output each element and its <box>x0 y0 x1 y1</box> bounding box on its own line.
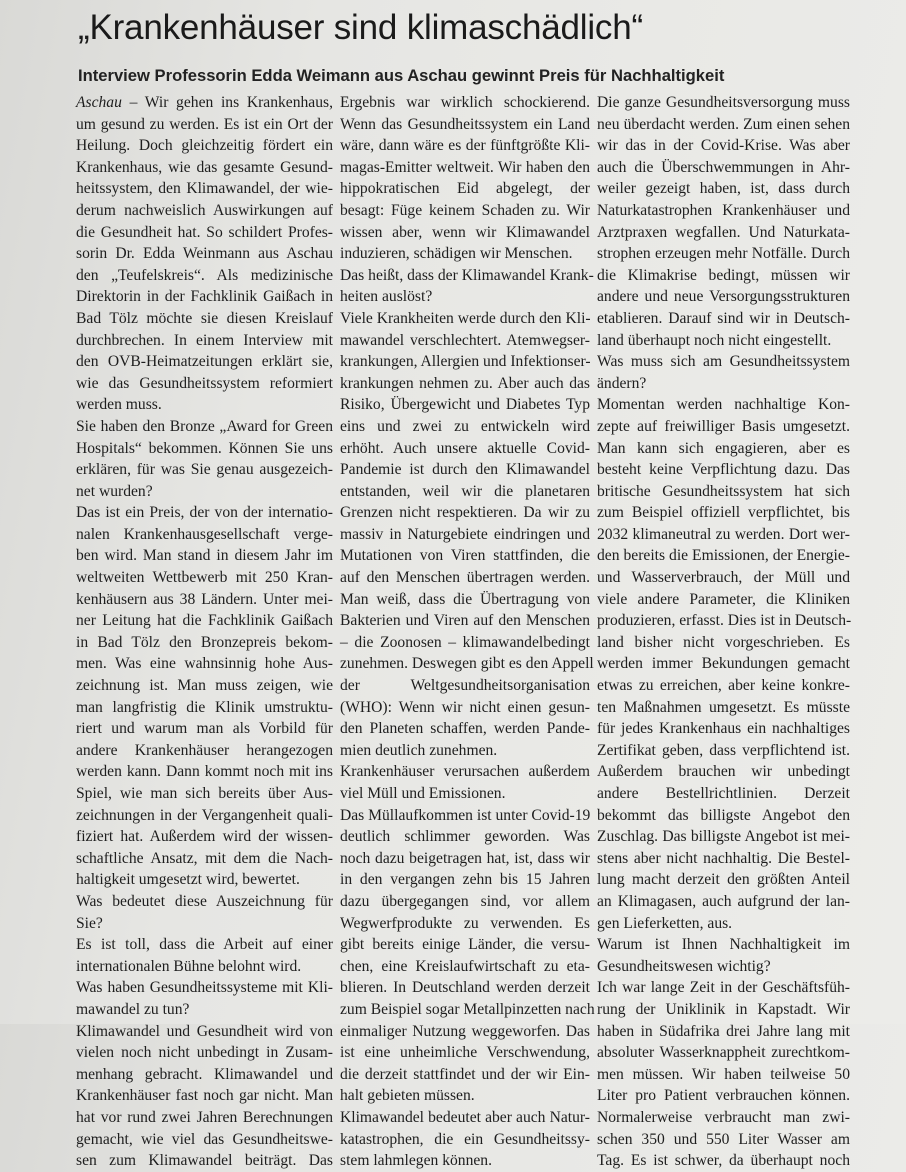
text-line: Das Müllaufkommen ist unter Covid-19 <box>340 806 591 824</box>
text-line: krankungen, Allergien und Infektionser- <box>340 353 591 371</box>
text-line: 2032 klimaneutral zu werden. Dort wer- <box>597 525 850 543</box>
text-line: werden immer Bekundungen gemacht <box>597 655 850 673</box>
text-line: wir das in der Covid-Krise. Was aber <box>597 137 850 155</box>
text-line: ten Maßnahmen umgesetzt. Es müsste <box>597 698 850 716</box>
paragraph <box>597 351 850 394</box>
text-line: ändern? <box>597 374 647 392</box>
article-headline: „Krankenhäuser sind klimaschädlich“ <box>78 8 643 47</box>
text-line: besteht keine Verpflichtung dazu. Das <box>597 461 850 479</box>
text-line: derum nachweislich Auswirkungen auf <box>76 201 333 219</box>
text-line: Krankenhaus, wie das gesamte Gesund- <box>76 158 333 176</box>
text-line: die derzeit stattfindet und der wir Ein- <box>340 1065 590 1083</box>
text-line: ner Leitung hat die Fachklinik Gaißach <box>76 612 333 630</box>
text-line: internationalen Bühne belohnt wird. <box>76 957 302 975</box>
text-line: nalen Krankenhausgesellschaft verge- <box>76 525 333 543</box>
paragraph <box>340 761 590 804</box>
text-line <box>76 92 333 114</box>
text-line: Das heißt, dass der Klimawandel Krank- <box>340 266 594 284</box>
text-line: Man weiß, dass die Übertragung von <box>340 590 590 608</box>
text-line: Sie haben den Bronze „Award for Green <box>76 417 333 435</box>
text-line: vielen noch nicht unbedingt in Zusam- <box>76 1044 333 1062</box>
article-column-1 <box>76 92 333 1172</box>
text-line: Das ist ein Preis, der von der internatio- <box>76 504 333 522</box>
text-line: fiziert hat. Außerdem wird der wissen- <box>76 828 333 846</box>
text-line: katastrophen, die ein Gesundheitssy- <box>340 1130 590 1148</box>
paragraph <box>597 92 850 351</box>
text-line: die Klimakrise bedingt, müssen wir <box>597 266 850 284</box>
text-line: gen Lieferketten, aus. <box>597 914 733 932</box>
text-line: schen 350 und 550 Liter Wasser am <box>597 1130 850 1148</box>
text-line: für jedes Krankenhaus ein nachhaltiges <box>597 720 850 738</box>
text-line: sorin Dr. Edda Weinmann aus Aschau <box>76 245 333 263</box>
text-line: men. Was eine wahnsinnig hohe Aus- <box>76 655 333 673</box>
article-subheadline: Interview Professorin Edda Weimann aus Aschau gewinnt Preis für Nachhaltigkeit <box>78 66 725 85</box>
text-line: Was bedeutet diese Auszeichnung für <box>76 892 333 910</box>
text-line: Es ist toll, dass die Arbeit auf einer <box>76 936 333 954</box>
text-line: viel Müll und Emissionen. <box>340 785 506 802</box>
text-line: erhöht. Auch unsere aktuelle Covid- <box>340 439 590 457</box>
text-line: massiv in Naturgebiete eindringen und <box>340 525 590 543</box>
text-line: Tag. Es ist schwer, da überhaupt noch <box>597 1152 850 1170</box>
text-line: durchbrechen. In einem Interview mit <box>76 331 333 349</box>
text-line: um gesund zu werden. Es ist ein Ort der <box>76 115 333 133</box>
paragraph <box>76 891 333 934</box>
text-line: wäre, dann wäre es der fünftgrößte Kli- <box>340 137 590 155</box>
text-line: Ergebnis war wirklich schockierend. <box>340 94 590 111</box>
text-line: Warum ist Ihnen Nachhaltigkeit im <box>597 936 850 954</box>
text-line: Die ganze Gesundheitsversorgung muss <box>597 94 850 111</box>
text-line: men müssen. Wir haben teilweise 50 <box>597 1065 850 1083</box>
paragraph <box>340 805 595 1107</box>
text-line: Grenzen nicht respektieren. Da wir zu <box>340 504 590 522</box>
text-line: net wurden? <box>76 482 153 500</box>
text-line: hat vor rund zwei Jahren Berechnungen <box>76 1108 333 1126</box>
text-line: werden muss. <box>76 396 162 414</box>
paragraph <box>76 92 333 416</box>
dateline: Aschau <box>76 94 122 111</box>
text-line: viele andere Parameter, die Kliniken <box>597 590 850 608</box>
text-line: – die Zoonosen – klimawandelbedingt <box>340 633 590 651</box>
text-line: einmaliger Nutzung weggeworfen. Das <box>340 1022 590 1040</box>
text-line: zum Beispiel sogar Metallpinzetten nach <box>340 1000 595 1018</box>
text-line: Bad Tölz möchte sie diesen Kreislauf <box>76 309 333 327</box>
text-line: schaftliche Ansatz, mit dem die Nach- <box>76 849 333 867</box>
text-line: erklären, für was Sie genau ausgezeich- <box>76 461 333 479</box>
paragraph <box>340 1107 590 1172</box>
text-line: mien deutlich zunehmen. <box>340 741 498 759</box>
text-line: strophen erzeugen mehr Notfälle. Durch <box>597 245 850 263</box>
text-line: Viele Krankheiten werde durch den Kli- <box>340 309 591 327</box>
text-line: Was muss sich am Gesundheitssystem <box>597 353 850 371</box>
text-line-rest: – Wir gehen ins Krankenhaus, <box>121 94 333 111</box>
text-line: zepte auf freiwilliger Basis umgesetzt. <box>597 417 850 435</box>
text-line: krankungen nehmen zu. Aber auch das <box>340 374 590 392</box>
text-line: weltweiten Wettbewerb mit 250 Kran- <box>76 569 333 587</box>
text-line: Krankenhäuser verursachen außerdem <box>340 763 590 781</box>
text-line: weiler gezeigt haben, ist, dass durch <box>597 180 850 198</box>
text-line: haltigkeit umgesetzt wird, bewertet. <box>76 871 300 889</box>
paragraph <box>76 977 333 1020</box>
text-line: auf den Menschen übertragen werden. <box>340 569 590 587</box>
text-line: Bakterien und Viren auf den Menschen <box>340 612 590 630</box>
text-line: in den vergangen zehn bis 15 Jahren <box>340 871 590 889</box>
text-line: menhang gebracht. Klimawandel und <box>76 1065 333 1083</box>
text-line: bekommt das billigste Angebot den <box>597 806 850 824</box>
text-line: Momentan werden nachhaltige Kon- <box>597 396 850 414</box>
text-line: wissen aber, wenn wir Klimawandel <box>340 223 590 241</box>
text-line: Spiel, wie man sich bereits über Aus- <box>76 785 333 802</box>
text-line: der Weltgesundheitsorganisation <box>340 677 590 695</box>
text-line: Klimawandel bedeutet aber auch Natur- <box>340 1108 590 1126</box>
text-line: werden kann. Dann kommt noch mit ins <box>76 763 333 781</box>
text-line: den Planeten schaffen, werden Pande- <box>340 720 590 738</box>
text-line: andere Bestellrichtlinien. Derzeit <box>597 785 850 802</box>
text-line: Arztpraxen wegfallen. Und Naturkata- <box>597 223 850 241</box>
text-line: land überhaupt noch nicht eingestellt. <box>597 331 832 349</box>
paragraph <box>340 265 594 308</box>
text-line: den OVB-Heimatzeitungen erklärt sie, <box>76 353 333 371</box>
text-line: mawandel verschlechtert. Atemwegser- <box>340 331 590 349</box>
text-line: Heilung. Doch gleichzeitig fördert ein <box>76 137 333 155</box>
text-line: stens aber nicht nachhaltig. Die Bestel- <box>597 849 850 867</box>
paragraph <box>340 308 594 761</box>
paragraph <box>597 934 850 977</box>
text-line: Zertifikat geben, dass verpflichtend ist. <box>597 741 850 759</box>
text-line: Wegwerfprodukte zu verwenden. Es <box>340 914 590 932</box>
text-line: auch die Überschwemmungen in Ahr- <box>597 158 850 176</box>
text-line: Man kann sich engagieren, aber es <box>597 439 850 457</box>
paragraph <box>76 416 333 502</box>
text-line: blieren. In Deutschland werden derzeit <box>340 979 590 997</box>
text-line: andere und neue Versorgungsstrukturen <box>597 288 850 306</box>
text-line: riert und warum man als Vorbild für <box>76 720 333 738</box>
text-line: Außerdem brauchen wir unbedingt <box>597 763 850 781</box>
text-line: die Gesundheit hat. So schildert Profes- <box>76 223 333 241</box>
text-line: zeichnungen in der Vergangenheit quali- <box>76 806 333 824</box>
text-line: eins und zwei zu entwickeln wird <box>340 417 590 435</box>
text-line: stem lahmlegen können. <box>340 1152 493 1170</box>
text-line: Sie? <box>76 914 103 932</box>
text-line: zeichnung ist. Man muss zeigen, wie <box>76 677 333 695</box>
text-line: etablieren. Darauf sind wir in Deutsch- <box>597 309 850 327</box>
text-line: Was haben Gesundheitssysteme mit Kli- <box>76 979 333 997</box>
text-line: Klimawandel und Gesundheit wird von <box>76 1022 333 1040</box>
text-line: ben wird. Man stand in diesem Jahr im <box>76 547 333 565</box>
text-line: haben in Südafrika drei Jahre lang mit <box>597 1022 850 1040</box>
text-line: Gesundheitswesen wichtig? <box>597 957 771 975</box>
text-line: Pandemie ist durch den Klimawandel <box>340 461 590 479</box>
article-column-2 <box>340 92 595 1172</box>
text-line: lung macht derzeit den größten Anteil <box>597 871 850 889</box>
text-line: wie das Gesundheitssystem reformiert <box>76 374 333 392</box>
text-line: halt gebieten müssen. <box>340 1087 475 1105</box>
text-line: chen, eine Kreislaufwirtschaft zu eta- <box>340 957 590 975</box>
text-line: heitssystem, den Klimawandel, der wie- <box>76 180 333 198</box>
text-line: induzieren, schädigen wir Menschen. <box>340 245 573 263</box>
text-line: Krankenhäuser fast noch gar nicht. Man <box>76 1087 333 1105</box>
text-line: Direktorin in der Fachklinik Gaißach in <box>76 288 333 306</box>
text-line: neu überdacht werden. Zum einen sehen <box>597 115 850 133</box>
text-line: kenhäusern aus 38 Ländern. Unter mei- <box>76 590 333 608</box>
text-line: etwas zu erreichen, aber keine konkre- <box>597 677 850 695</box>
text-line: absoluter Wasserknappheit zurechtkom- <box>597 1044 850 1062</box>
text-line: entstanden, weil wir die planetaren <box>340 482 590 500</box>
text-line: Hospitals“ bekommen. Können Sie uns <box>76 439 333 457</box>
text-line: Normalerweise verbraucht man zwi- <box>597 1108 850 1126</box>
text-line: gibt bereits einige Länder, die versu- <box>340 936 590 954</box>
text-line: heiten auslöst? <box>340 288 433 306</box>
text-line: man langfristig die Klinik umstruktu- <box>76 698 333 716</box>
text-line: zum Beispiel offiziell verpflichtet, bis <box>597 504 850 522</box>
text-line: Liter pro Patient verbrauchen können. <box>597 1087 850 1105</box>
text-line: besagt: Füge keinem Schaden zu. Wir <box>340 201 590 219</box>
paragraph <box>340 92 590 265</box>
text-line: zunehmen. Deswegen gibt es den Appell <box>340 655 594 673</box>
text-line: Zuschlag. Das billigste Angebot ist mei- <box>597 828 850 846</box>
text-line: (WHO): Wenn wir nicht einen gesun- <box>340 698 590 716</box>
text-line: andere Krankenhäuser herangezogen <box>76 741 333 759</box>
text-line: hippokratischen Eid abgelegt, der <box>340 180 590 198</box>
text-line: gemacht, wie viel das Gesundheitswe- <box>76 1130 333 1148</box>
article-column-3 <box>597 92 850 1172</box>
text-line: produzieren, erfasst. Dies ist in Deutsch- <box>597 612 852 630</box>
text-line: Naturkatastrophen Krankenhäuser und <box>597 201 850 219</box>
text-line: sen zum Klimawandel beiträgt. Das <box>76 1152 333 1170</box>
text-line: den bereits die Emissionen, der Energie- <box>597 547 850 565</box>
paragraph <box>597 977 850 1171</box>
text-line: mawandel zu tun? <box>76 1000 190 1018</box>
text-line: deutlich schlimmer geworden. Was <box>340 828 590 846</box>
text-line: Risiko, Übergewicht und Diabetes Typ <box>340 396 590 414</box>
text-line: land bisher nicht vorgeschrieben. Es <box>597 633 850 651</box>
text-line: magas-Emitter weltweit. Wir haben den <box>340 158 590 176</box>
text-line: dazu übergegangen sind, vor allem <box>340 892 590 910</box>
text-line: noch dazu beigetragen hat, ist, dass wir <box>340 849 590 867</box>
text-line: Mutationen von Viren stattfinden, die <box>340 547 590 565</box>
text-line: den „Teufelskreis“. Als medizinische <box>76 266 333 284</box>
text-line: Ich war lange Zeit in der Geschäftsfüh- <box>597 979 850 997</box>
text-line: rung der Uniklinik in Kapstadt. Wir <box>597 1000 850 1018</box>
paragraph <box>597 394 850 934</box>
paragraph <box>76 502 333 891</box>
text-line: in Bad Tölz den Bronzepreis bekom- <box>76 633 333 651</box>
paragraph <box>76 1021 333 1172</box>
text-line: britische Gesundheitssystem hat sich <box>597 482 850 500</box>
text-line: an Klimagasen, auch aufgrund der lan- <box>597 892 850 910</box>
text-line: und Wasserverbrauch, der Müll und <box>597 569 850 587</box>
text-line: Wenn das Gesundheitssystem ein Land <box>340 115 590 133</box>
text-line: ist eine unheimliche Verschwendung, <box>340 1044 590 1062</box>
paragraph <box>76 934 333 977</box>
